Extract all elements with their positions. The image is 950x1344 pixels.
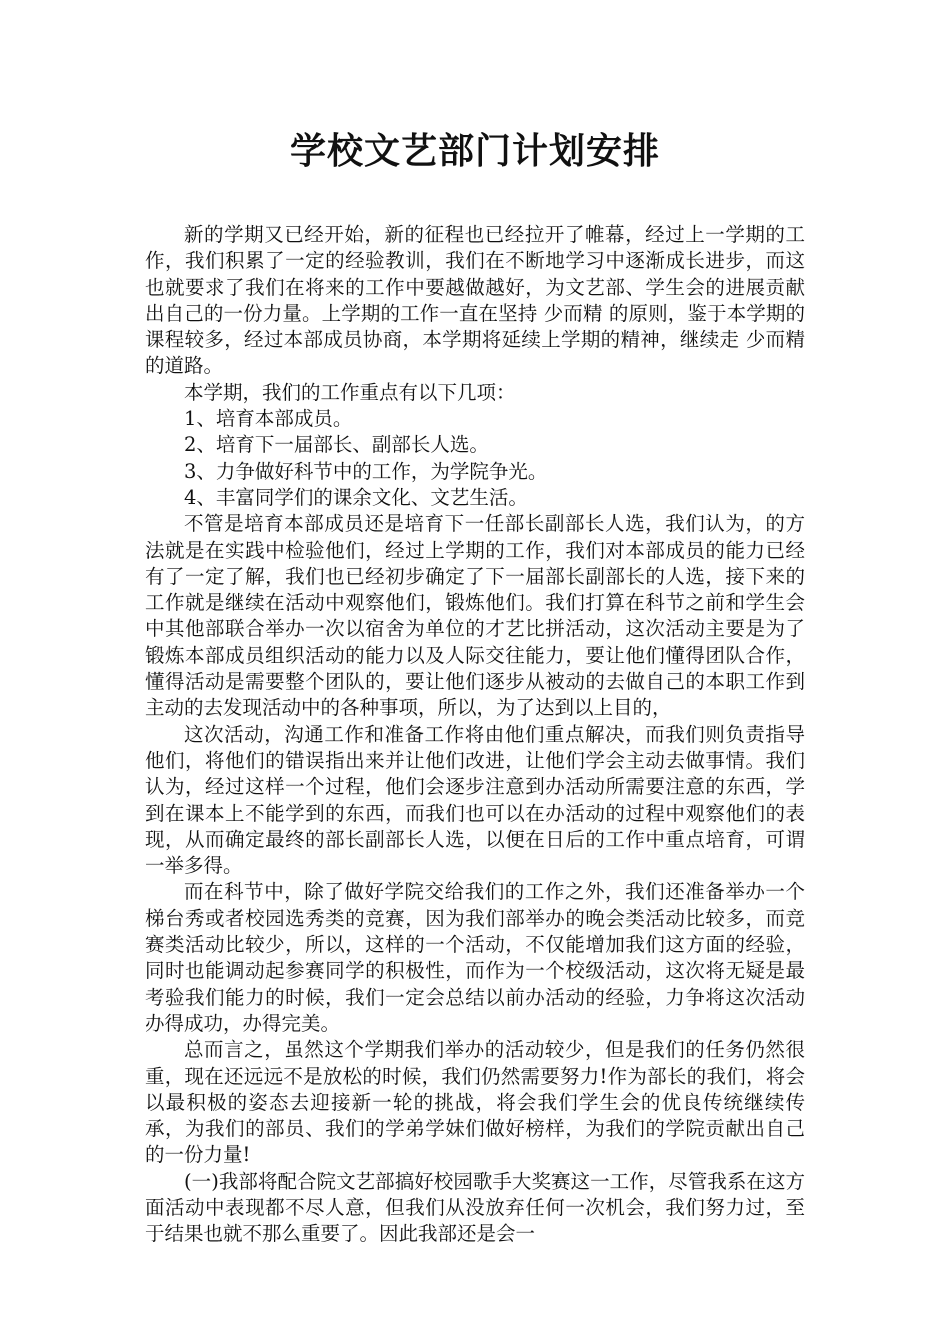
paragraph: 本学期，我们的工作重点有以下几项： — [184, 380, 516, 404]
list-item: 4、丰富同学们的课余文化、文艺生活。 — [184, 485, 528, 509]
paragraph: 这次活动，沟通工作和准备工作将由他们重点解决，而我们则负责指导他们，将他们的错误指出来并让他们改进，让他们学会主动去做事情。我们认为，经过这样一个过程，他们会逐步注意到办活动所需要注意的东西，学到在课本上不能学到的东西，而我们也可以在办活动的过程中观察他们的表现，从而确定最终的部长副部长人选，以便在日后的工作中重点培育，可谓一举多得。 — [145, 722, 805, 878]
list-item: 2、培育下一届部长、副部长人选。 — [184, 433, 489, 457]
paragraph: 不管是培育本部成员还是培育下一任部长副部长人选，我们认为，的方法就是在实践中检验他们，经过上学期的工作，我们对本部成员的能力已经有了一定了解，我们也已经初步确定了下一届部长副部长的人选，接下来的工作就是继续在活动中观察他们，锻炼他们。我们打算在科节之前和学生会中其他部联合举办一次以宿舍为单位的才艺比拼活动，这次活动主要是为了锻炼本部成员组织活动的能力以及人际交往能力，要让他们懂得团队合作，懂得活动是需要整个团队的，要让他们逐步从被动的去做自己的本职工作到主动的去发现活动中的各种事项，所以，为了达到以上目的， — [145, 512, 805, 720]
list-item: 3、力争做好科节中的工作，为学院争光。 — [184, 459, 548, 483]
document-title: 学校文艺部门计划安排 — [289, 131, 660, 172]
paragraph: (一)我部将配合院文艺部搞好校园歌手大奖赛这一工作，尽管我系在这方面活动中表现都不尽人意，但我们从没放弃任何一次机会，我们努力过，至于结果也就不那么重要了。因此我部还是会一 — [145, 1169, 805, 1246]
list-item: 1、培育本部成员。 — [184, 407, 353, 431]
document-body — [145, 222, 805, 1248]
paragraph: 而在科节中，除了做好学院交给我们的工作之外，我们还准备举办一个梯台秀或者校园选秀类的竞赛，因为我们部举办的晚会类活动比较多，而竞赛类活动比较少，所以，这样的一个活动，不仅能增加我们这方面的经验，同时也能调动起参赛同学的积极性，而作为一个校级活动，这次将无疑是最考验我们能力的时候，我们一定会总结以前办活动的经验，力争将这次活动办得成功，办得完美。 — [145, 880, 805, 1035]
paragraph: 新的学期又已经开始，新的征程也已经拉开了帷幕，经过上一学期的工作，我们积累了一定的经验教训，我们在不断地学习中逐渐成长进步，而这也就要求了我们在将来的工作中要越做越好，为文艺部、学生会的进展贡献出自己的一份力量。上学期的工作一直在坚持 少而精 的原则，鉴于本学期的课程较多，经过本部成员协商，本学期将延续上学期的精神，继续走 少而精 的道路。 — [145, 223, 805, 378]
paragraph: 总而言之，虽然这个学期我们举办的活动较少，但是我们的任务仍然很重，现在还远远不是放松的时候，我们仍然需要努力!作为部长的我们，将会以最积极的姿态去迎接新一轮的挑战，将会我们学生会的优良传统继续传承，为我们的部员、我们的学弟学妹们做好榜样，为我们的学院贡献出自己的一份力量! — [145, 1038, 805, 1167]
